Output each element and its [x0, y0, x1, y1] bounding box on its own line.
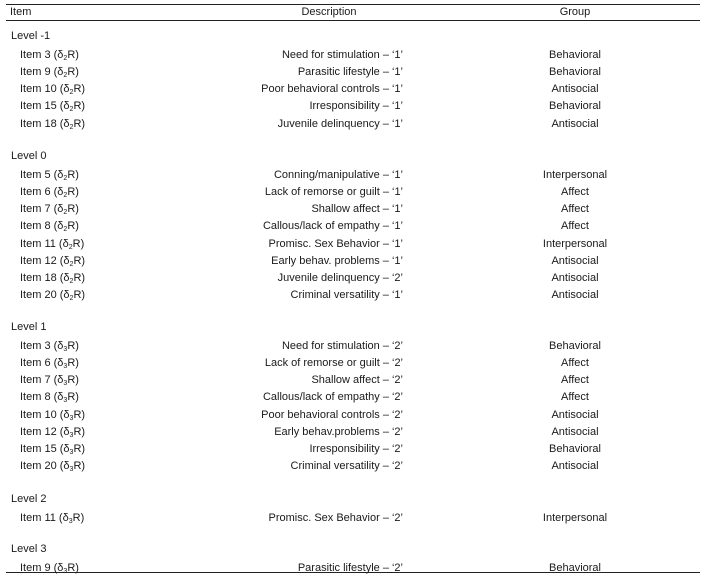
table-row: [6, 408, 700, 422]
row-group: Behavioral: [549, 340, 601, 352]
table-row: [6, 219, 700, 233]
row-description: Juvenile delinquency – ‘2’: [277, 271, 403, 284]
row-item-subscript: 3: [69, 448, 74, 456]
row-item-subscript: 2: [63, 175, 68, 182]
row-item-label: Item 6: [20, 357, 51, 370]
table-row: [6, 254, 700, 268]
row-item-label: Item 10: [20, 83, 57, 96]
row-group: Antisocial: [551, 460, 599, 473]
row-group: Antisocial: [551, 83, 599, 96]
row-description: Parasitic lifestyle – ‘2’: [297, 562, 403, 574]
row-item-subscript: 3: [63, 380, 68, 388]
table-row: [6, 390, 700, 404]
row-description: Need for stimulation – ‘2’: [281, 340, 403, 352]
row-item-subscript: 2: [63, 226, 68, 234]
row-item-subscript: 3: [63, 363, 68, 371]
row-description: Parasitic lifestyle – ‘1’: [297, 66, 403, 79]
row-item-label: Item 6: [20, 186, 51, 199]
row-item-label: Item 9: [20, 66, 51, 79]
table-row: [6, 373, 700, 387]
row-item-label: Item 12: [20, 254, 57, 267]
row-description: Irresponsibility – ‘1’: [309, 100, 403, 113]
table-row: [6, 511, 700, 525]
row-description: Conning/manipulative – ‘1’: [273, 169, 403, 181]
header-description: Description: [301, 6, 357, 18]
row-item-label: Item 3: [20, 49, 51, 61]
row-item: Item 5 $(\delta_2R)$: [20, 169, 79, 182]
row-group: Antisocial: [551, 117, 599, 130]
row-item: Item 20 $(\delta_2R)$: [20, 289, 86, 303]
row-item-subscript: 2: [69, 295, 74, 303]
row-group: Behavioral: [549, 66, 601, 79]
row-group: Interpersonal: [542, 512, 608, 524]
row-item-subscript: 2: [69, 277, 74, 285]
row-item-subscript: 3: [68, 518, 73, 525]
row-item: Item 3 $(\delta_2R)$: [20, 49, 79, 62]
row-item-subscript: 2: [63, 192, 68, 200]
row-item-label: Item 20: [20, 460, 57, 473]
row-item-subscript: 3: [69, 466, 74, 474]
row-item-subscript: 2: [63, 72, 68, 80]
level-label: Level -1: [11, 30, 51, 42]
row-description: Promisc. Sex Behavior – ‘2’: [268, 512, 403, 524]
row-description: Need for stimulation – ‘1’: [281, 49, 403, 61]
header-item: Item: [10, 6, 32, 18]
row-group: Behavioral: [549, 442, 601, 455]
row-description: Shallow affect – ‘1’: [311, 203, 403, 216]
row-description: Early behav.problems – ‘2’: [274, 425, 403, 438]
row-description: Lack of remorse or guilt – ‘1’: [264, 186, 403, 199]
row-item: Item 6 $(\delta_2R)$: [20, 186, 79, 200]
row-item: Item 3 $(\delta_3R)$: [20, 340, 79, 353]
row-item: Item 6 $(\delta_3R)$: [20, 357, 79, 371]
row-group: Antisocial: [551, 425, 599, 438]
table-row: [6, 237, 700, 251]
header-group: Group: [559, 6, 591, 18]
row-description: Poor behavioral controls – ‘2’: [261, 408, 403, 421]
table-row: [6, 65, 700, 79]
header-rule: [6, 20, 700, 21]
row-description: Early behav. problems – ‘1’: [271, 254, 403, 267]
table-row: [6, 202, 700, 216]
row-description: Criminal versatility – ‘1’: [290, 289, 403, 302]
table-row: [6, 48, 700, 62]
table-row: [6, 99, 700, 113]
table-row: [6, 356, 700, 370]
row-item-subscript: 3: [69, 414, 74, 422]
row-description: Juvenile delinquency – ‘1’: [277, 117, 403, 130]
row-item-subscript: 3: [63, 568, 68, 575]
row-item-label: Item 10: [20, 408, 57, 421]
table-row: [6, 168, 700, 182]
row-item-subscript: 2: [69, 260, 74, 268]
row-item-label: Item 7: [20, 203, 51, 216]
row-item-subscript: 2: [69, 106, 74, 114]
row-description: Criminal versatility – ‘2’: [290, 460, 403, 473]
row-item: Item 8 $(\delta_3R)$: [20, 391, 79, 405]
row-item-label: Item 9: [20, 562, 51, 574]
row-group: Affect: [561, 357, 589, 370]
row-item-label: Item 20: [20, 289, 57, 302]
row-item-subscript: 3: [63, 346, 68, 353]
row-item: Item 9 $(\delta_3R)$: [20, 562, 79, 575]
row-item: Item 7 $(\delta_3R)$: [20, 374, 79, 388]
row-description: Callous/lack of empathy – ‘1’: [262, 220, 403, 233]
row-group: Antisocial: [551, 408, 599, 421]
row-item: Item 8 $(\delta_2R)$: [20, 220, 79, 234]
row-group: Antisocial: [551, 254, 599, 267]
level-label: Level 3: [11, 543, 47, 555]
row-item-subscript: 3: [63, 397, 68, 405]
table-row: [6, 459, 700, 473]
row-description: Poor behavioral controls – ‘1’: [261, 83, 403, 96]
row-item-label: Item 18: [20, 271, 57, 284]
row-group: Behavioral: [549, 49, 601, 61]
row-description: Lack of remorse or guilt – ‘2’: [264, 357, 403, 370]
row-item-subscript: 2: [63, 55, 68, 62]
row-group: Affect: [561, 374, 589, 387]
row-description: Callous/lack of empathy – ‘2’: [262, 391, 403, 404]
table-row: [6, 82, 700, 96]
row-item-label: Item 11: [20, 512, 56, 524]
row-item: Item 10 $(\delta_3R)$: [20, 408, 86, 422]
row-item-subscript: 2: [69, 123, 74, 131]
row-item: Item 12 $(\delta_3R)$: [20, 425, 86, 439]
level-label: Level 0: [11, 150, 47, 162]
row-item-label: Item 11: [20, 237, 56, 250]
row-item-label: Item 15: [20, 442, 57, 455]
row-item-label: Item 8: [20, 220, 51, 233]
level-label: Level 2: [11, 493, 47, 505]
table-bottom-rule: [6, 572, 700, 573]
row-item: Item 9 $(\delta_2R)$: [20, 66, 79, 80]
row-item-label: Item 5: [20, 169, 51, 181]
row-item-subscript: 3: [69, 431, 74, 439]
row-item: Item 15 $(\delta_3R)$: [20, 442, 86, 456]
row-item-label: Item 7: [20, 374, 51, 387]
row-group: Behavioral: [549, 562, 601, 574]
row-item: Item 12 $(\delta_2R)$: [20, 254, 86, 268]
row-item: Item 11 $(\delta_2R)$: [20, 237, 85, 251]
table-top-rule: [6, 4, 700, 5]
row-item: Item 18 $(\delta_2R)$: [20, 117, 86, 131]
row-group: Antisocial: [551, 289, 599, 302]
table-row: [6, 425, 700, 439]
row-item: Item 15 $(\delta_2R)$: [20, 100, 86, 114]
table-row: [6, 288, 700, 302]
row-group: Behavioral: [549, 100, 601, 113]
row-description: Irresponsibility – ‘2’: [309, 442, 403, 455]
row-group: Affect: [561, 391, 589, 404]
table-row: [6, 442, 700, 456]
row-item-label: Item 18: [20, 117, 57, 130]
row-item-label: Item 8: [20, 391, 51, 404]
row-description: Shallow affect – ‘2’: [311, 374, 403, 387]
row-item: Item 11 $(\delta_3R)$: [20, 512, 85, 525]
row-item: Item 10 $(\delta_2R)$: [20, 83, 86, 97]
row-item-label: Item 12: [20, 425, 57, 438]
row-group: Affect: [561, 220, 589, 233]
row-group: Affect: [561, 203, 589, 216]
table-row: [6, 185, 700, 199]
row-group: Interpersonal: [542, 169, 608, 181]
row-item-subscript: 2: [69, 89, 74, 97]
table-row: [6, 271, 700, 285]
row-group: Affect: [561, 186, 589, 199]
row-group: Interpersonal: [542, 237, 608, 250]
level-label: Level 1: [11, 321, 47, 333]
row-item: Item 20 $(\delta_3R)$: [20, 460, 86, 474]
row-description: Promisc. Sex Behavior – ‘1’: [268, 237, 403, 250]
table-row: [6, 339, 700, 353]
row-item: Item 7 $(\delta_2R)$: [20, 203, 79, 217]
table-row: [6, 117, 700, 131]
row-item-label: Item 15: [20, 100, 57, 113]
row-item: Item 18 $(\delta_2R)$: [20, 271, 86, 285]
row-item-label: Item 3: [20, 340, 51, 352]
row-item-subscript: 2: [63, 209, 68, 217]
row-item-subscript: 2: [68, 243, 73, 251]
row-group: Antisocial: [551, 271, 599, 284]
